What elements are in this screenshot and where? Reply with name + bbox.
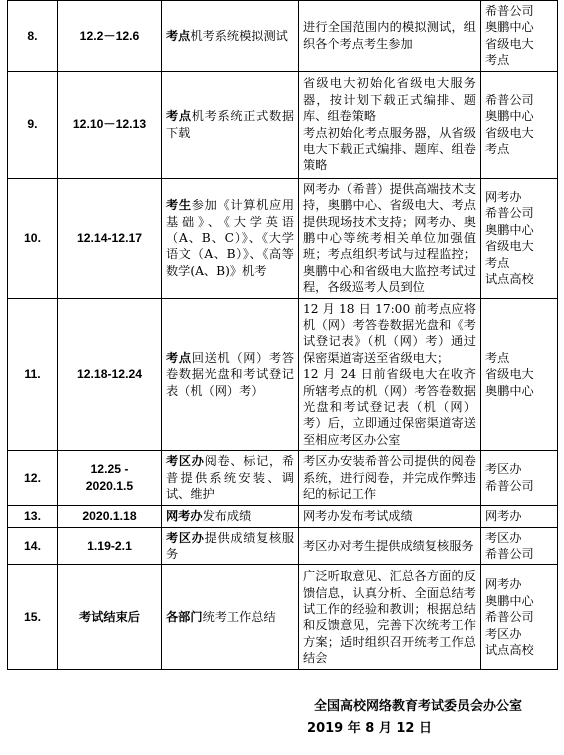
row-number: 13.	[8, 505, 58, 527]
row-task	[162, 298, 299, 451]
task-text: 回送机（网）考答卷数据光盘和考试登记表（机（网）考）	[166, 350, 295, 398]
table-row	[8, 178, 558, 298]
row-content: 广泛听取意见、汇总各方面的反馈信息，认真分析、全面总结考试工作的经验和教训；根据总结和反馈意见，完善下次统考工作方案；适时组织召开统考工作总结会	[299, 565, 481, 670]
row-task	[162, 1, 299, 72]
table-row	[8, 565, 558, 670]
row-content: 考区办对考生提供成绩复核服务	[299, 527, 481, 565]
row-content: 网考办（希普）提供高端技术支持，奥鹏中心、省级电大、考点提供现场技术支持；网考办、奥鹏中心等统考相关单位加强值班；考点组织考试与过程监控；奥鹏中心和省级电大监控考试过程，各级巡考人员到位	[299, 178, 481, 298]
table-row	[8, 71, 558, 178]
row-content: 省级电大初始化省级电大服务器，按计划下载正式编排、题库、组卷策略 考点初始化考点服务器，从省级电大下载正式编排、题库、组卷策略	[299, 71, 481, 178]
row-number: 9.	[8, 71, 58, 178]
row-task	[162, 451, 299, 505]
row-content: 进行全国范围内的模拟测试，组织各个考点考生参加	[299, 1, 481, 72]
row-number: 11.	[8, 298, 58, 451]
table-row	[8, 298, 558, 451]
table-row	[8, 527, 558, 565]
row-date: 12.18-12.24	[58, 298, 162, 451]
task-text: 参加《计算机应用基础》、《大学英语（A、B、C）》、《大学语文（A、B）》、《高等数学(A、B)》机考	[166, 198, 295, 278]
row-owner: 网考办 奥鹏中心 希普公司 考区办 试点高校	[481, 565, 558, 670]
row-date: 考试结束后	[58, 565, 162, 670]
schedule-body	[8, 1, 558, 670]
row-owner: 考区办 希普公司	[481, 527, 558, 565]
task-text: 机考系统模拟测试	[190, 28, 288, 43]
task-text: 统考工作总结	[202, 610, 276, 625]
task-text: 阅卷、标记，希普提供系统安装、调试、维护	[166, 454, 295, 502]
row-number: 15.	[8, 565, 58, 670]
task-actor: 考区办	[166, 530, 205, 545]
row-number: 10.	[8, 178, 58, 298]
row-owner: 考点 省级电大 奥鹏中心	[481, 298, 558, 451]
schedule-table	[7, 0, 558, 670]
task-actor: 考点	[166, 109, 192, 124]
row-task	[162, 178, 299, 298]
row-content: 12 月 18 日 17:00 前考点应将机（网）考答卷数据光盘和《考试登记表》（机（网）考）通过保密渠道寄送至省级电大； 12 月 24 日前省级电大在收齐所辖考点的机（网）考答卷数据光盘和考试登记表（机（网）考）后，立即通过保密渠道寄送至相应考区办公室	[299, 298, 481, 451]
row-owner: 考区办 希普公司	[481, 451, 558, 505]
task-actor: 网考办	[166, 508, 203, 523]
row-owner: 希普公司 奥鹏中心 省级电大 考点	[481, 71, 558, 178]
table-row	[8, 1, 558, 72]
task-actor: 考生	[166, 198, 192, 213]
table-row	[8, 505, 558, 527]
row-number: 14.	[8, 527, 58, 565]
row-date: 2020.1.18	[58, 505, 162, 527]
task-text: 机考系统正式数据下载	[166, 109, 295, 140]
row-date: 12.2－12.6	[58, 1, 162, 72]
task-text: 发布成绩	[202, 508, 252, 523]
row-owner: 网考办	[481, 505, 558, 527]
row-content: 考区办安装希普公司提供的阅卷系统，进行阅卷，并完成作弊违纪的标记工作	[299, 451, 481, 505]
row-content: 网考办发布考试成绩	[299, 505, 481, 527]
row-task	[162, 71, 299, 178]
issuing-office: 全国高校网络教育考试委员会办公室	[313, 699, 522, 714]
task-actor: 考区办	[166, 454, 205, 469]
issue-date: 2019 年 8 月 12 日	[307, 721, 432, 736]
task-actor: 考点	[166, 28, 191, 43]
row-number: 8.	[8, 1, 58, 72]
row-date: 12.14-12.17	[58, 178, 162, 298]
row-task	[162, 527, 299, 565]
row-date: 1.19-2.1	[58, 527, 162, 565]
row-date: 12.10－12.13	[58, 71, 162, 178]
task-actor: 考点	[166, 350, 192, 365]
row-number: 12.	[8, 451, 58, 505]
row-task	[162, 565, 299, 670]
row-date: 12.25 - 2020.1.5	[58, 451, 162, 505]
row-owner: 希普公司 奥鹏中心 省级电大 考点	[481, 1, 558, 72]
table-row	[8, 451, 558, 505]
row-owner: 网考办 希普公司 奥鹏中心 省级电大 考点 试点高校	[481, 178, 558, 298]
task-text: 提供成绩复核服务	[166, 530, 295, 561]
task-actor: 各部门	[166, 610, 203, 625]
row-task	[162, 505, 299, 527]
